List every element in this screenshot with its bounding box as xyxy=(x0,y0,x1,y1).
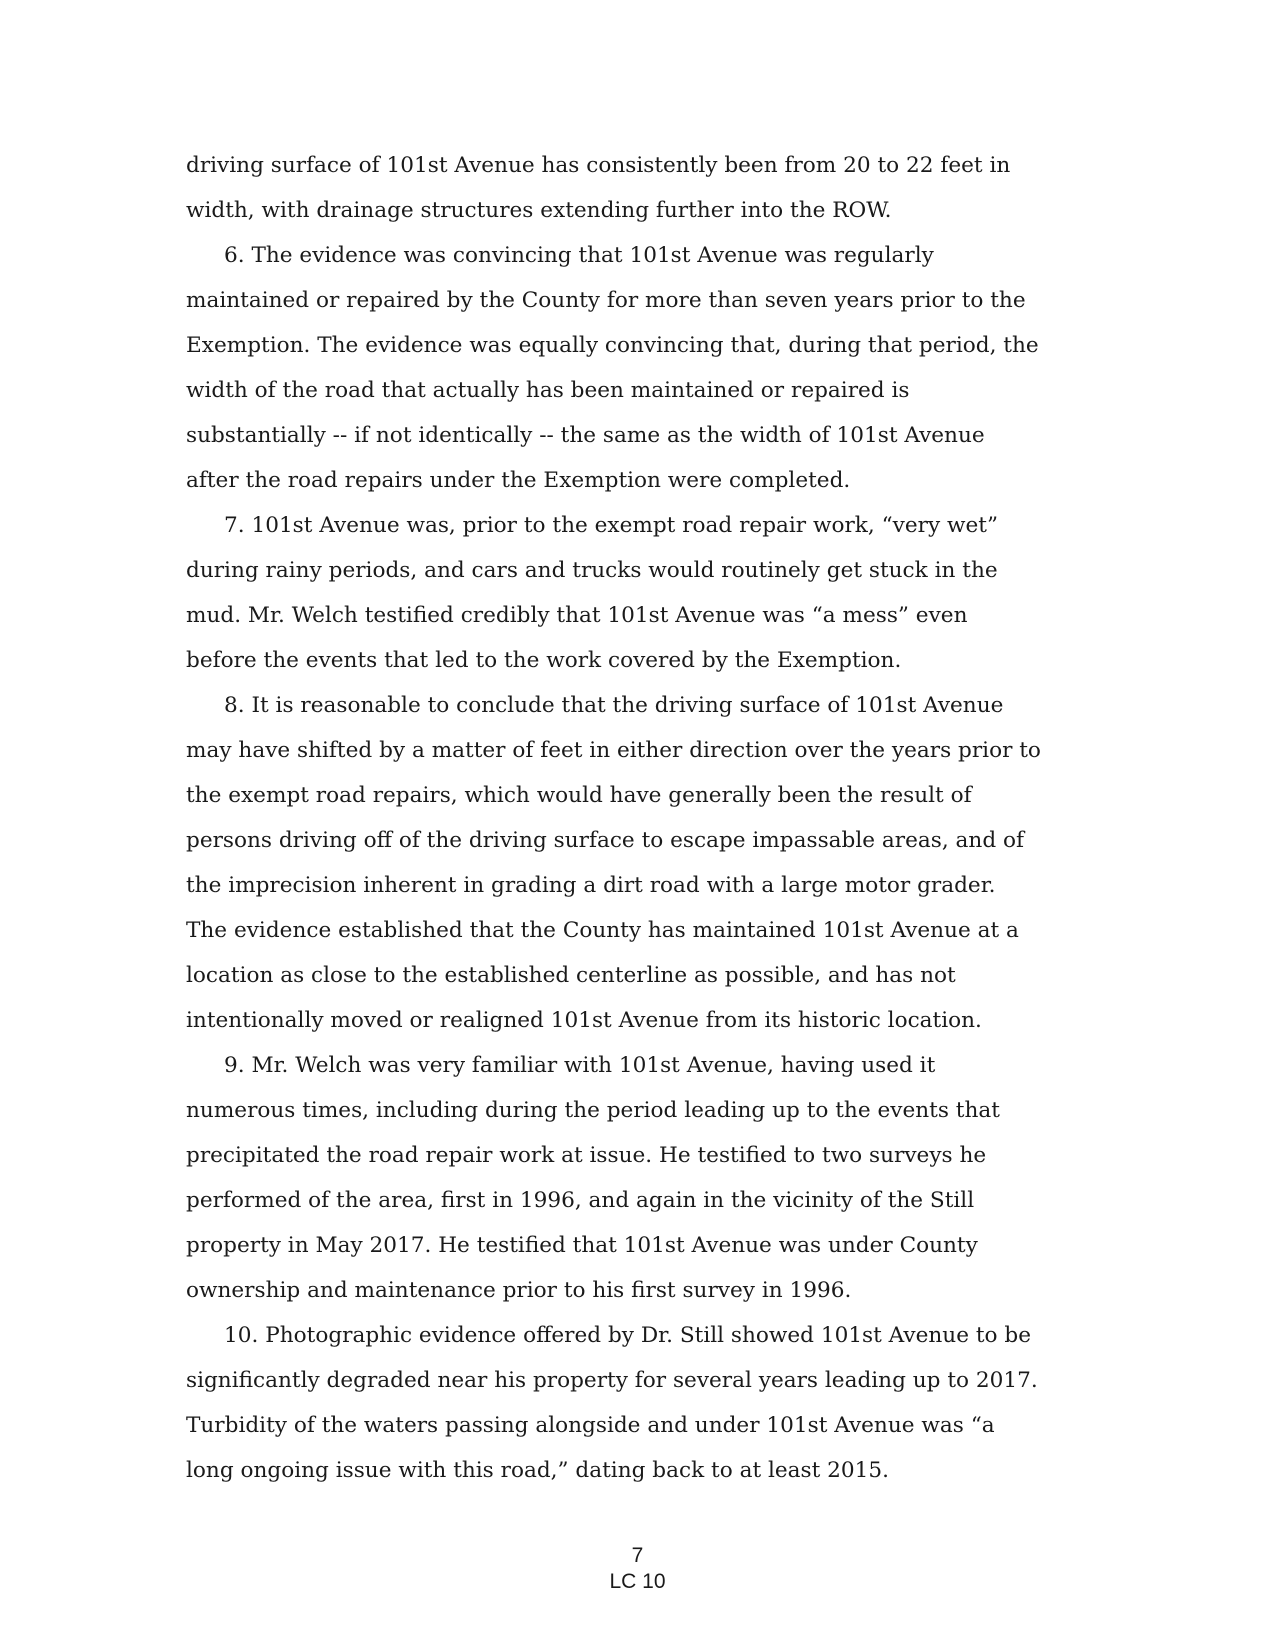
text-line: significantly degraded near his property for several years leading up to 2017. xyxy=(186,1368,1038,1393)
numbered-paragraph xyxy=(186,233,1096,503)
text-line: after the road repairs under the Exemption were completed. xyxy=(186,468,851,493)
text-line: may have shifted by a matter of feet in either direction over the years prior to xyxy=(186,738,1041,763)
text-line: property in May 2017. He testified that 101st Avenue was under County xyxy=(186,1233,978,1258)
text-line: location as close to the established centerline as possible, and has not xyxy=(186,963,956,988)
numbered-paragraph xyxy=(186,503,1096,683)
text-line: precipitated the road repair work at issue. He testified to two surveys he xyxy=(186,1143,987,1168)
text-line: performed of the area, first in 1996, and again in the vicinity of the Still xyxy=(186,1188,975,1213)
text-line: ownership and maintenance prior to his first survey in 1996. xyxy=(186,1278,852,1303)
paragraph-continued xyxy=(186,143,1096,233)
text-line: 6. The evidence was convincing that 101st Avenue was regularly xyxy=(224,243,934,268)
text-line: 9. Mr. Welch was very familiar with 101st Avenue, having used it xyxy=(224,1053,936,1078)
document-id: LC 10 xyxy=(609,1570,666,1593)
page-number: 7 xyxy=(631,1544,644,1567)
text-line: 7. 101st Avenue was, prior to the exempt road repair work, “very wet” xyxy=(224,513,998,538)
numbered-paragraph xyxy=(186,683,1096,1043)
text-line: numerous times, including during the period leading up to the events that xyxy=(186,1098,1000,1123)
text-line: Turbidity of the waters passing alongside and under 101st Avenue was “a xyxy=(186,1413,995,1438)
text-line: persons driving off of the driving surface to escape impassable areas, and of xyxy=(186,828,1025,853)
text-line: driving surface of 101st Avenue has consistently been from 20 to 22 feet in xyxy=(186,153,1011,178)
text-line: width of the road that actually has been maintained or repaired is xyxy=(186,378,910,403)
text-line: substantially -- if not identically -- the same as the width of 101st Avenue xyxy=(186,423,985,448)
text-line: the imprecision inherent in grading a dirt road with a large motor grader. xyxy=(186,873,996,898)
text-line: the exempt road repairs, which would have generally been the result of xyxy=(186,783,972,808)
numbered-paragraph xyxy=(186,1313,1096,1493)
text-line: 10. Photographic evidence offered by Dr. Still showed 101st Avenue to be xyxy=(224,1323,1031,1348)
text-line: mud. Mr. Welch testified credibly that 101st Avenue was “a mess” even xyxy=(186,603,968,628)
numbered-paragraph xyxy=(186,1043,1096,1313)
text-line: intentionally moved or realigned 101st Avenue from its historic location. xyxy=(186,1008,982,1033)
text-line: long ongoing issue with this road,” dating back to at least 2015. xyxy=(186,1458,889,1483)
text-line: width, with drainage structures extending further into the ROW. xyxy=(186,198,892,223)
text-line: Exemption. The evidence was equally convincing that, during that period, the xyxy=(186,333,1039,358)
text-line: maintained or repaired by the County for more than seven years prior to the xyxy=(186,288,1026,313)
document-body xyxy=(186,143,1096,1493)
text-line: 8. It is reasonable to conclude that the driving surface of 101st Avenue xyxy=(224,693,1004,718)
text-line: before the events that led to the work covered by the Exemption. xyxy=(186,648,902,673)
text-line: The evidence established that the County has maintained 101st Avenue at a xyxy=(186,918,1019,943)
text-line: during rainy periods, and cars and trucks would routinely get stuck in the xyxy=(186,558,998,583)
